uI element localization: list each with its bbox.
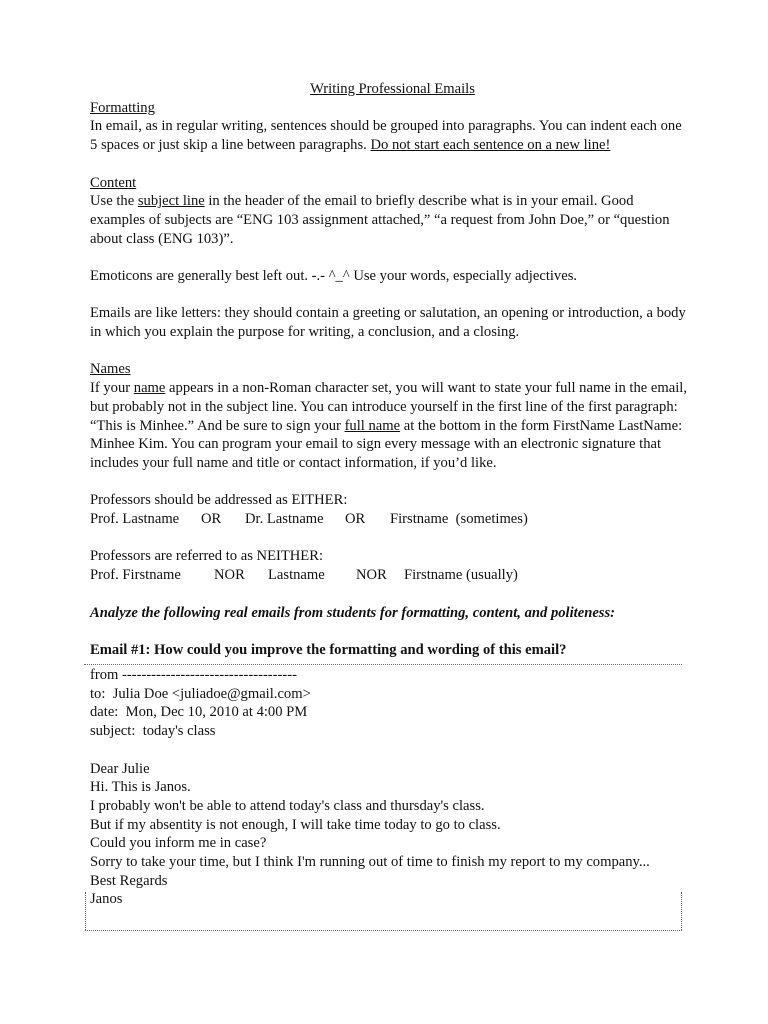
email-greeting: Dear Julie — [90, 760, 150, 777]
formatting-heading: Formatting — [90, 99, 155, 116]
names-heading: Names — [90, 361, 131, 378]
email-from: from ------------------------------------ — [90, 667, 297, 683]
either-options — [90, 510, 690, 529]
email-signature: Janos — [90, 891, 123, 908]
email-left-rule — [85, 892, 86, 930]
either-connector: OR — [345, 511, 366, 528]
email-date: date: Mon, Dec 10, 2010 at 4:00 PM — [90, 704, 308, 721]
neither-options — [90, 566, 690, 585]
formatting-rule: Do not start each sentence on a new line! — [370, 137, 611, 154]
email1-question: Email #1: How could you improve the formatting and wording of this email? — [90, 641, 567, 658]
formatting-paragraph — [90, 117, 690, 154]
content-paragraph-subject: Use the subject line in the header of the email to briefly describe what is in your email. Good examples of subjects are “ENG 103 assignment attached,” “a request from John Doe,” or “question about class (ENG 103)”. — [90, 193, 670, 247]
email-right-rule — [681, 892, 682, 930]
neither-option: Lastname — [268, 567, 325, 584]
task-instructions: Analyze the following real emails from students for formatting, content, and politeness: — [90, 604, 616, 621]
email1-body — [90, 666, 680, 909]
neither-connector: NOR — [356, 567, 387, 584]
email-top-rule — [84, 664, 682, 665]
subject-line-term: subject line — [137, 193, 205, 210]
neither-intro: Professors are referred to as NEITHER: — [90, 548, 324, 565]
neither-option: Firstname (usually) — [404, 567, 518, 584]
either-connector: OR — [201, 511, 222, 528]
email-closing: Best Regards — [90, 872, 168, 889]
names-paragraph: If your name appears in a non-Roman character set, you will want to state your full name in the email, but probably not in the subject line. You can introduce yourself in the first line of the first paragraph: “This is Minhee.” And be sure to sign your full name at the bottom in the form FirstName LastName: Minhee Kim. You can program your email to sign every message with an electronic signature that includes your full name and title or contact information, if you’d like. — [90, 380, 687, 471]
email-line: I probably won't be able to attend today's class and thursday's class. — [90, 797, 485, 814]
document-content — [90, 80, 690, 660]
content-paragraph-letters: Emails are like letters: they should contain a greeting or salutation, an opening or introduction, a body in which you explain the purpose for writing, a conclusion, and a closing. — [90, 305, 686, 341]
name-term: name — [133, 380, 166, 397]
either-option: Firstname (sometimes) — [390, 511, 528, 528]
email1-box — [84, 664, 682, 932]
content-heading: Content — [90, 174, 137, 191]
formatting-text: In email, as in regular writing, sentences should be grouped into paragraphs. You can indent each one 5 spaces or just skip a line between paragraphs. — [90, 118, 682, 154]
email-line: But if my absentity is not enough, I will take time today to go to class. — [90, 816, 501, 833]
email-line: Could you inform me in case? — [90, 835, 267, 852]
either-intro: Professors should be addressed as EITHER: — [90, 492, 348, 509]
email-subject: subject: today's class — [90, 723, 216, 740]
full-name-term: full name — [344, 417, 401, 434]
neither-option: Prof. Firstname — [90, 567, 181, 584]
either-option: Dr. Lastname — [245, 511, 324, 528]
email-bottom-rule — [85, 930, 682, 931]
email-line: Sorry to take your time, but I think I'm running out of time to finish my report to my company... — [90, 854, 650, 871]
email-to: to: Julia Doe <juliadoe@gmail.com> — [90, 685, 311, 702]
content-paragraph-emoticons: Emoticons are generally best left out. -.- ^_^ Use your words, especially adjectives. — [90, 268, 578, 284]
page-title: Writing Professional Emails — [310, 81, 475, 97]
neither-connector: NOR — [214, 567, 245, 584]
either-option: Prof. Lastname — [90, 511, 180, 528]
email-line: Hi. This is Janos. — [90, 779, 191, 796]
